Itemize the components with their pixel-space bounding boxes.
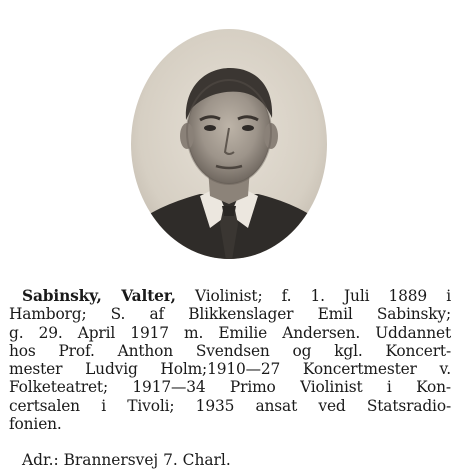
address-line: Adr.: Brannersvej 7. Charl. (22, 451, 231, 469)
entry-line-4: hos Prof. Anthon Svendsen og kgl. Koncert- (9, 341, 451, 360)
portrait-photo (130, 28, 328, 260)
entry-line-8: fonien. (9, 415, 62, 434)
person-name: Sabinsky, Valter, (22, 287, 176, 305)
biography-entry (9, 287, 451, 433)
entry-line-1: Sabinsky, Valter, Violinist; f. 1. Juli 1889 i (22, 287, 451, 305)
entry-line-6: Folketeatret; 1917—34 Primo Violinist i Kon- (9, 378, 451, 397)
entry-line-3: g. 29. April 1917 m. Emilie Andersen. Uddannet (9, 323, 451, 342)
entry-line-2: Hamborg; S. af Blikkenslager Emil Sabinsky; (9, 305, 451, 324)
entry-line-5: mester Ludvig Holm;1910—27 Koncertmester v. (9, 360, 451, 379)
entry-line-7: certsalen i Tivoli; 1935 ansat ved Statsradio- (9, 396, 451, 415)
